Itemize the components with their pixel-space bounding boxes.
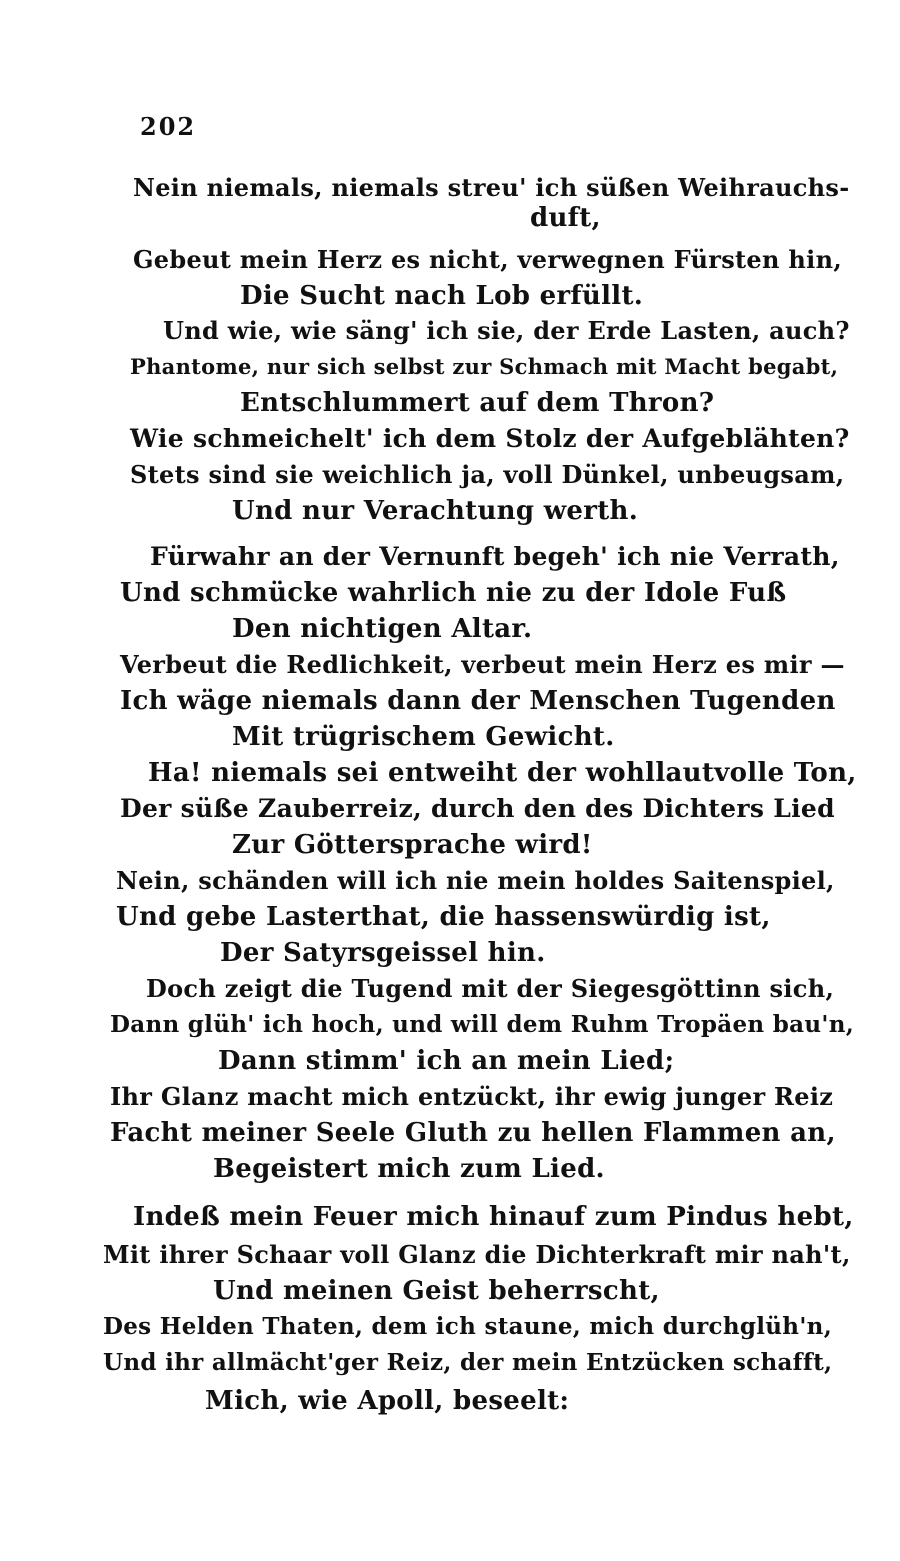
poem-line: Verbeut die Redlichkeit, verbeut mein Herz es mir — <box>120 650 845 679</box>
poem-line: Und meinen Geist beherrscht, <box>213 1276 660 1306</box>
poem-line: duft, <box>530 203 601 233</box>
poem-line: Mit ihrer Schaar voll Glanz die Dichterkraft mir nah't, <box>103 1240 851 1269</box>
poem-line: Ich wäge niemals dann der Menschen Tugenden <box>120 686 836 716</box>
poem-line: Und wie, wie säng' ich sie, der Erde Lasten, auch? <box>163 316 850 345</box>
poem-line: Und schmücke wahrlich nie zu der Idole Fuß <box>120 578 787 608</box>
poem-line: Den nichtigen Altar. <box>232 614 533 644</box>
poem-line: Die Sucht nach Lob erfüllt. <box>240 281 644 311</box>
poem-line: Mich, wie Apoll, beseelt: <box>205 1386 570 1416</box>
page-number: 202 <box>140 112 197 141</box>
poem-line: Dann stimm' ich an mein Lied; <box>218 1046 675 1076</box>
poem-line: Der süße Zauberreiz, durch den des Dichters Lied <box>120 794 835 823</box>
poem-line: Des Helden Thaten, dem ich staune, mich durchglüh'n, <box>103 1313 833 1340</box>
poem-line: Und nur Verachtung werth. <box>232 496 639 526</box>
poem-line: Mit trügrischem Gewicht. <box>232 722 615 752</box>
poem-line: Ihr Glanz macht mich entzückt, ihr ewig junger Reiz <box>110 1082 834 1111</box>
poem-line: Ha! niemals sei entweiht der wohllautvolle Ton, <box>148 758 857 788</box>
poem-line: Phantome, nur sich selbst zur Schmach mit Macht begabt, <box>130 354 839 379</box>
poem-line: Entschlummert auf dem Thron? <box>240 388 715 418</box>
poem-line: Nein, schänden will ich nie mein holdes Saitenspiel, <box>116 866 835 895</box>
poem-line: Begeistert mich zum Lied. <box>213 1154 605 1184</box>
poem-line: Doch zeigt die Tugend mit der Siegesgöttinn sich, <box>146 974 835 1003</box>
poem-line: Zur Göttersprache wird! <box>232 830 593 860</box>
poem-line: Stets sind sie weichlich ja, voll Dünkel, unbeugsam, <box>130 460 845 489</box>
poem-line: Gebeut mein Herz es nicht, verwegnen Fürsten hin, <box>133 245 842 274</box>
poem-line: Der Satyrsgeissel hin. <box>220 938 546 968</box>
poem-line: Indeß mein Feuer mich hinauf zum Pindus hebt, <box>133 1202 854 1232</box>
poem-line: Nein niemals, niemals streu' ich süßen Weihrauchs- <box>133 173 850 202</box>
poem-line: Dann glüh' ich hoch, und will dem Ruhm Tropäen bau'n, <box>110 1011 855 1038</box>
poem-line: Facht meiner Seele Gluth zu hellen Flammen an, <box>110 1118 836 1148</box>
poem-line: Und gebe Lasterthat, die hassenswürdig ist, <box>116 902 771 932</box>
poem-line: Wie schmeichelt' ich dem Stolz der Aufgeblähten? <box>130 424 850 453</box>
poem-line: Und ihr allmächt'ger Reiz, der mein Entzücken schafft, <box>103 1349 833 1376</box>
poem-line: Fürwahr an der Vernunft begeh' ich nie Verrath, <box>150 542 840 571</box>
